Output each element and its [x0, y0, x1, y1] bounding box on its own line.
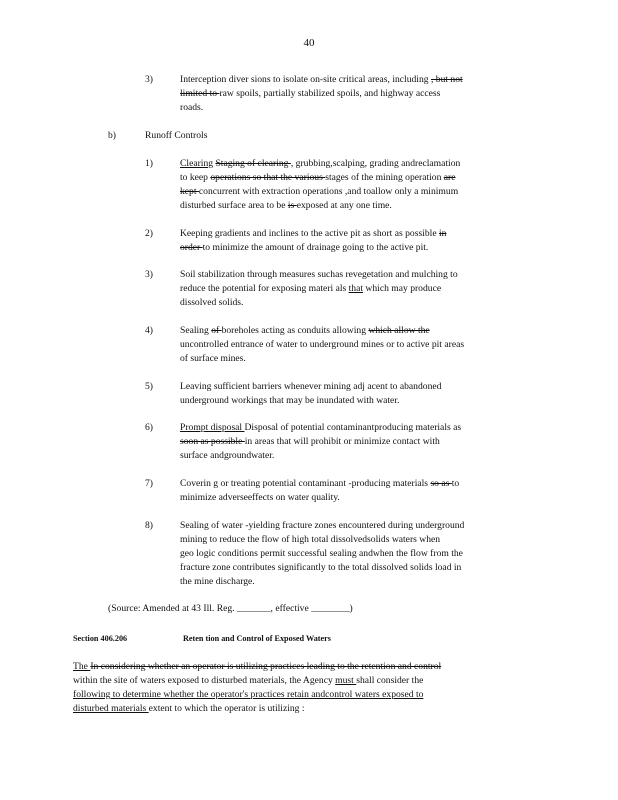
paragraph-line: soon as possible in areas that will prohibit or minimize contact with	[180, 436, 440, 447]
paragraph-line: Prompt disposal Disposal of potential contaminantproducing materials as	[180, 422, 462, 433]
page-number: 40	[303, 37, 315, 49]
paragraph-line: minimize adverseeffects on water quality.	[180, 492, 340, 503]
paragraph-line: order to minimize the amount of drainage going to the active pit.	[180, 242, 429, 253]
item-marker: 1)	[145, 158, 153, 169]
item-marker: 3)	[145, 74, 153, 85]
item-marker: 8)	[145, 520, 153, 531]
paragraph-line: Coverin g or treating potential contaminant -producing materials so as to	[180, 478, 460, 489]
paragraph-line: uncontrolled entrance of water to underground mines or to active pit areas	[180, 339, 465, 350]
paragraph-line: Interception diver sions to isolate on-site critical areas, including , but not	[180, 74, 463, 85]
subsection-heading: Runoff Controls	[145, 130, 208, 141]
paragraph-line: geo logic conditions permit successful sealing andwhen the flow from the	[180, 548, 463, 559]
paragraph-line: of surface mines.	[180, 353, 246, 364]
paragraph-line: surface andgroundwater.	[180, 450, 275, 461]
item-marker: 3)	[145, 269, 153, 280]
paragraph-line: reduce the potential for exposing materi als that which may produce	[180, 283, 442, 294]
item-marker: 4)	[145, 325, 153, 336]
paragraph-line: Sealing of boreholes acting as conduits allowing which allow the	[180, 325, 430, 336]
paragraph-line: fracture zone contributes significantly to the total dissolved solids load in	[180, 562, 462, 573]
paragraph-line: limited to raw spoils, partially stabilized spoils, and highway access	[180, 88, 441, 99]
paragraph-line: within the site of waters exposed to disturbed materials, the Agency must shall consider the	[73, 675, 424, 686]
paragraph-line: following to determine whether the operator's practices retain andcontrol waters exposed to	[73, 689, 424, 700]
paragraph-line: disturbed surface area to be is exposed at any one time.	[180, 200, 392, 211]
paragraph-line: Soil stabilization through measures suchas revegetation and mulching to	[180, 269, 458, 280]
paragraph-line: mining to reduce the flow of high total dissolvedsolids waters when	[180, 534, 441, 545]
paragraph-line: The In considering whether an operator is utilizing practices leading to the retention and control	[73, 661, 442, 672]
paragraph-line: the mine discharge.	[180, 576, 255, 587]
source-note: (Source: Amended at 43 Ill. Reg. _______, effective ________)	[108, 603, 353, 614]
paragraph-line: dissolved solids.	[180, 297, 244, 308]
paragraph-line: Clearing Staging of clearing , grubbing,scalping, grading andreclamation	[180, 158, 461, 169]
paragraph-line: Leaving sufficient barriers whenever mining adj acent to abandoned	[180, 381, 442, 392]
paragraph-line: to keep operations so that the various stages of the mining operation are	[180, 172, 456, 183]
paragraph-line: Keeping gradients and inclines to the active pit as short as possible in	[180, 228, 447, 239]
section-label: Section 406.206	[73, 634, 128, 643]
paragraph-line: disturbed materials extent to which the operator is utilizing :	[73, 703, 305, 714]
section-title: Reten tion and Control of Exposed Waters	[183, 634, 331, 643]
subsection-marker: b)	[108, 130, 116, 141]
item-marker: 6)	[145, 422, 153, 433]
item-marker: 7)	[145, 478, 153, 489]
paragraph-line: kept concurrent with extraction operations ,and toallow only a minimum	[180, 186, 459, 197]
item-marker: 5)	[145, 381, 153, 392]
paragraph-line: underground workings that may be inundated with water.	[180, 395, 400, 406]
paragraph-line: roads.	[180, 102, 204, 113]
paragraph-line: Sealing of water -yielding fracture zones encountered during underground	[180, 520, 465, 531]
item-marker: 2)	[145, 228, 153, 239]
